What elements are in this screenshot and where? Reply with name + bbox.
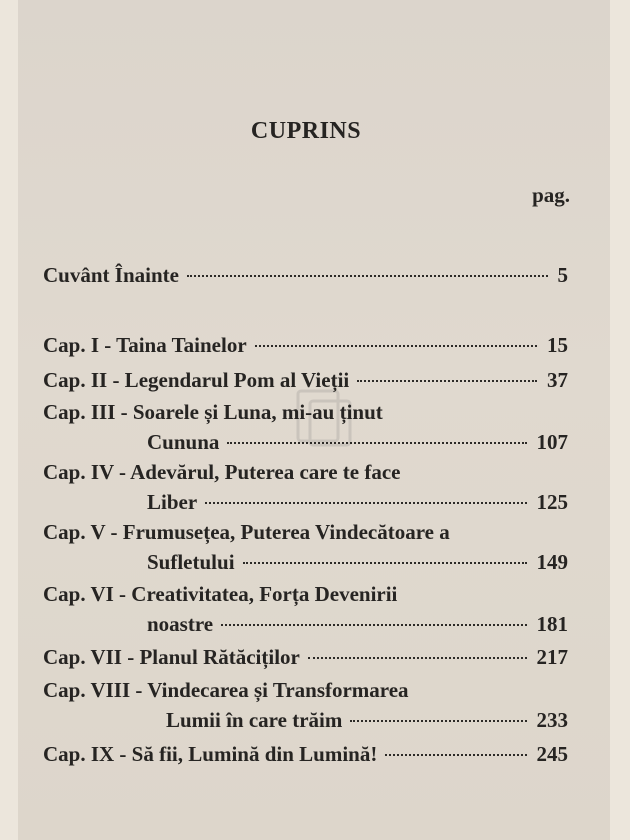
dot-leader [308,657,527,659]
dot-leader [187,275,548,277]
dot-leader [221,624,526,626]
toc-entry-title: Cap. II - Legendarul Pom al Vieții [43,368,350,392]
toc-entry-title: Cap. IX - Să fii, Lumină din Lumină! [43,742,378,766]
toc-entry-title: Cap. VII - Planul Rătăciților [43,645,300,669]
book-page [18,0,610,840]
toc-page-number: 15 [547,333,568,357]
dot-leader [255,345,537,347]
toc-entry-title-continued: Sufletului [147,550,235,574]
toc-page-number: 107 [536,430,568,454]
toc-page-number: 233 [536,708,568,732]
dot-leader [385,754,526,756]
toc-entry-chapter-9 [43,742,568,772]
toc-entry-title-continued: noastre [147,612,214,636]
page-title: CUPRINS [250,118,362,144]
toc-page-number: 245 [536,742,568,766]
toc-entry-chapter-5 [43,520,568,580]
dot-leader [350,720,526,722]
toc-entry-title: Cap. VI - Creativitatea, Forța Devenirii [43,582,398,606]
toc-entry-chapter-8 [43,678,568,738]
dot-leader [243,562,527,564]
toc-entry-title: Cap. IV - Adevărul, Puterea care te face [43,460,401,484]
toc-entry-title: Cap. VIII - Vindecarea și Transformarea [43,678,409,702]
dot-leader [227,442,526,444]
toc-entry-title-continued: Lumii în care trăim [166,708,343,732]
toc-entry-chapter-6 [43,582,568,642]
toc-page-number: 37 [547,368,568,392]
toc-entry-title-continued: Cununa [147,430,220,454]
toc-entry-title: Cap. III - Soarele și Luna, mi-au ținut [43,400,383,424]
dot-leader [205,502,526,504]
toc-page-number: 217 [536,645,568,669]
toc-page-number: 5 [557,263,568,287]
toc-page-number: 125 [536,490,568,514]
toc-entry-chapter-7 [43,645,568,675]
toc-entry-chapter-2 [43,368,568,398]
toc-entry-chapter-4 [43,460,568,520]
toc-entry-chapter-1 [43,333,568,363]
toc-entry-chapter-3 [43,400,568,460]
toc-entry-title: Cap. V - Frumusețea, Puterea Vindecătoare a [43,520,450,544]
toc-entry-foreword [43,263,568,293]
toc-entry-title: Cap. I - Taina Tainelor [43,333,247,357]
toc-entry-title-continued: Liber [147,490,198,514]
page-column-label: pag. [532,183,570,207]
toc-entry-title: Cuvânt Înainte [43,263,179,287]
toc-page-number: 181 [536,612,568,636]
toc-page-number: 149 [536,550,568,574]
dot-leader [357,380,537,382]
